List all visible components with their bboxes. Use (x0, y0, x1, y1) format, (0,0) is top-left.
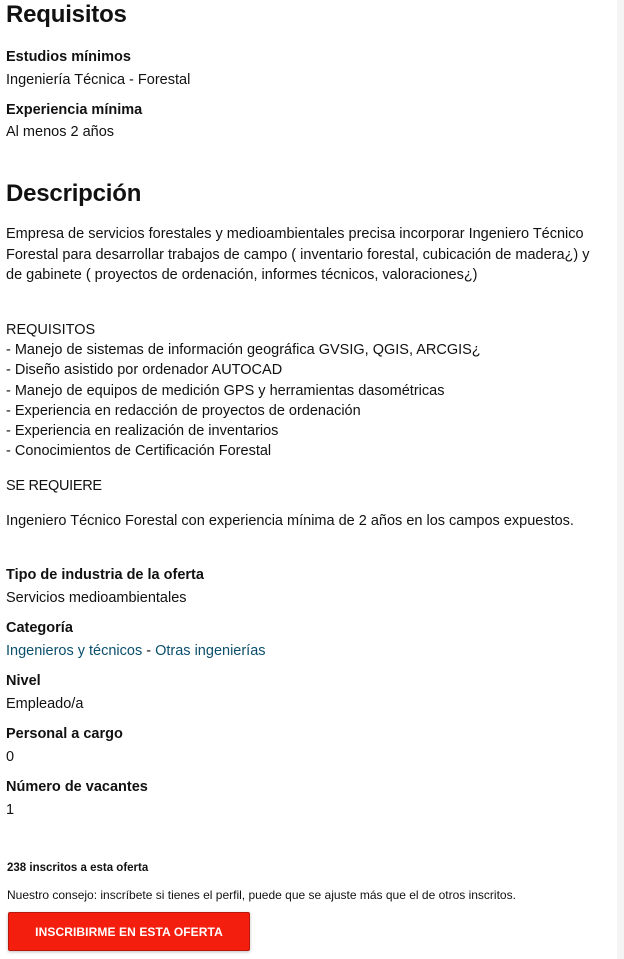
applicants-count: 238 inscritos a esta oferta (7, 862, 149, 874)
requirement-item: - Experiencia en realización de inventarios (6, 423, 279, 440)
industry-value: Servicios medioambientales (6, 590, 187, 606)
requirements-title: Requisitos (6, 1, 127, 28)
level-value: Empleado/a (6, 696, 84, 712)
category-separator: - (142, 643, 156, 659)
required-heading: SE REQUIERE (6, 478, 102, 494)
requirement-item: - Manejo de sistemas de información geográfica GVSIG, QGIS, ARCGIS¿ (6, 342, 481, 359)
min-studies-value: Ingeniería Técnica - Forestal (6, 72, 191, 88)
requirement-item: - Conocimientos de Certificación Forestal (6, 443, 272, 460)
page-edge-strip (617, 0, 624, 959)
description-requirements-list (6, 320, 481, 461)
apply-button-label: INSCRIBIRME EN ESTA OFERTA (35, 924, 223, 939)
vacancies-label: Número de vacantes (6, 779, 148, 795)
category-primary-link[interactable]: Ingenieros y técnicos (6, 643, 143, 659)
category-value (6, 643, 266, 659)
requirement-item: - Manejo de equipos de medición GPS y herramientas dasométricas (6, 382, 445, 399)
min-experience-label: Experiencia mínima (6, 102, 143, 118)
description-intro: Empresa de servicios forestales y medioambientales precisa incorporar Ingeniero Técnico Forestal para desarrollar trabajos de campo ( inventario forestal, cubicación de madera¿) y de gabinete ( proyectos de ordenación, informes técnicos, valoraciones¿) (6, 226, 590, 283)
required-text: Ingeniero Técnico Forestal con experiencia mínima de 2 años en los campos expuestos. (6, 513, 574, 529)
industry-label: Tipo de industria de la oferta (6, 567, 204, 583)
apply-button[interactable] (8, 912, 250, 951)
category-label: Categoría (6, 620, 73, 636)
requirement-item: - Experiencia en redacción de proyectos de ordenación (6, 402, 361, 419)
requirement-item: - Diseño asistido por ordenador AUTOCAD (6, 362, 283, 379)
requirements-heading: REQUISITOS (6, 322, 96, 338)
min-experience-value: Al menos 2 años (6, 124, 115, 140)
vacancies-value: 1 (6, 802, 15, 818)
staff-label: Personal a cargo (6, 726, 123, 742)
category-secondary-link[interactable]: Otras ingenierías (155, 643, 266, 659)
staff-value: 0 (6, 749, 15, 765)
description-title: Descripción (6, 180, 142, 207)
advice-text: Nuestro consejo: inscríbete si tienes el perfil, puede que se ajuste más que el de otros inscritos. (7, 888, 516, 902)
min-studies-label: Estudios mínimos (6, 49, 131, 65)
level-label: Nivel (6, 673, 41, 689)
